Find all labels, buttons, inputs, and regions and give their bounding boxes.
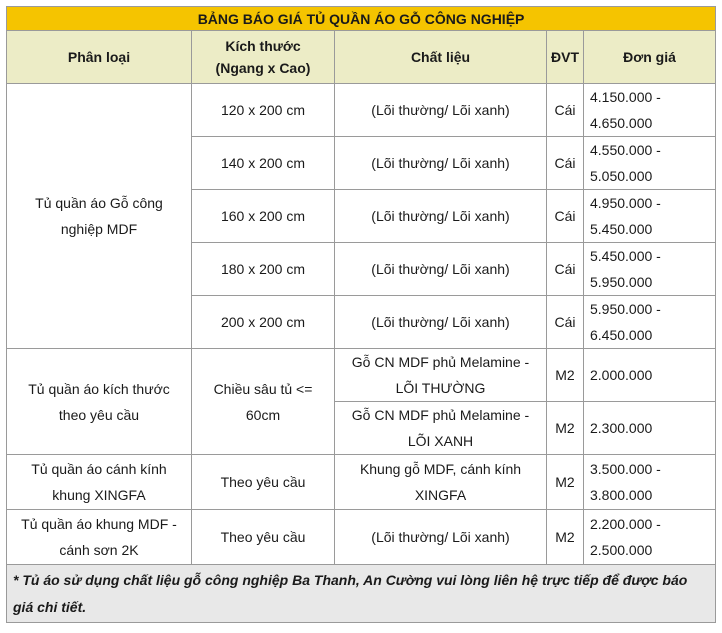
material-cell: (Lõi thường/ Lõi xanh) xyxy=(335,296,547,349)
header-price: Đơn giá xyxy=(584,31,716,84)
header-row xyxy=(7,31,716,84)
category-cell: Tủ quần áo khung MDF - cánh sơn 2K xyxy=(7,510,192,565)
material-cell: (Lõi thường/ Lõi xanh) xyxy=(335,243,547,296)
size-cell: 200 x 200 cm xyxy=(192,296,335,349)
unit-cell: Cái xyxy=(547,296,584,349)
size-cell: Theo yêu cầu xyxy=(192,510,335,565)
size-cell: 160 x 200 cm xyxy=(192,190,335,243)
price-cell: 5.450.000 - 5.950.000 xyxy=(584,243,716,296)
size-cell: 120 x 200 cm xyxy=(192,84,335,137)
footnote: * Tủ áo sử dụng chất liệu gỗ công nghiệp Ba Thanh, An Cường vui lòng liên hệ trực tiếp để được báo giá chi tiết. xyxy=(7,565,716,623)
table-row xyxy=(7,455,716,510)
header-material: Chất liệu xyxy=(335,31,547,84)
unit-cell: Cái xyxy=(547,84,584,137)
material-cell: (Lõi thường/ Lõi xanh) xyxy=(335,190,547,243)
unit-cell: M2 xyxy=(547,349,584,402)
price-table xyxy=(6,6,716,623)
table-title: BẢNG BÁO GIÁ TỦ QUẦN ÁO GỖ CÔNG NGHIỆP xyxy=(7,7,716,31)
material-cell: Gỗ CN MDF phủ Melamine - LÕI THƯỜNG xyxy=(335,349,547,402)
size-cell: Chiều sâu tủ <= 60cm xyxy=(192,349,335,455)
price-cell: 4.550.000 - 5.050.000 xyxy=(584,137,716,190)
table-row xyxy=(7,510,716,565)
header-size-line2: (Ngang x Cao) xyxy=(215,60,311,76)
category-cell: Tủ quần áo Gỗ công nghiệp MDF xyxy=(7,84,192,349)
material-cell: (Lõi thường/ Lõi xanh) xyxy=(335,137,547,190)
size-cell: 180 x 200 cm xyxy=(192,243,335,296)
size-cell: 140 x 200 cm xyxy=(192,137,335,190)
category-cell: Tủ quần áo kích thước theo yêu cầu xyxy=(7,349,192,455)
unit-cell: M2 xyxy=(547,455,584,510)
price-cell: 2.300.000 xyxy=(584,402,716,455)
material-cell: (Lõi thường/ Lõi xanh) xyxy=(335,84,547,137)
price-cell: 3.500.000 - 3.800.000 xyxy=(584,455,716,510)
category-cell: Tủ quần áo cánh kính khung XINGFA xyxy=(7,455,192,510)
material-cell: Gỗ CN MDF phủ Melamine - LÕI XANH xyxy=(335,402,547,455)
header-unit: ĐVT xyxy=(547,31,584,84)
price-cell: 5.950.000 - 6.450.000 xyxy=(584,296,716,349)
price-table-container xyxy=(6,6,715,623)
material-cell: Khung gỗ MDF, cánh kính XINGFA xyxy=(335,455,547,510)
header-category: Phân loại xyxy=(7,31,192,84)
header-size xyxy=(192,31,335,84)
price-cell: 4.150.000 - 4.650.000 xyxy=(584,84,716,137)
unit-cell: Cái xyxy=(547,137,584,190)
unit-cell: M2 xyxy=(547,402,584,455)
size-cell: Theo yêu cầu xyxy=(192,455,335,510)
price-cell: 2.200.000 - 2.500.000 xyxy=(584,510,716,565)
table-row xyxy=(7,349,716,402)
price-cell: 4.950.000 - 5.450.000 xyxy=(584,190,716,243)
header-size-line1: Kích thước xyxy=(225,38,301,54)
unit-cell: M2 xyxy=(547,510,584,565)
unit-cell: Cái xyxy=(547,243,584,296)
table-row xyxy=(7,84,716,137)
material-cell: (Lõi thường/ Lõi xanh) xyxy=(335,510,547,565)
unit-cell: Cái xyxy=(547,190,584,243)
price-cell: 2.000.000 xyxy=(584,349,716,402)
